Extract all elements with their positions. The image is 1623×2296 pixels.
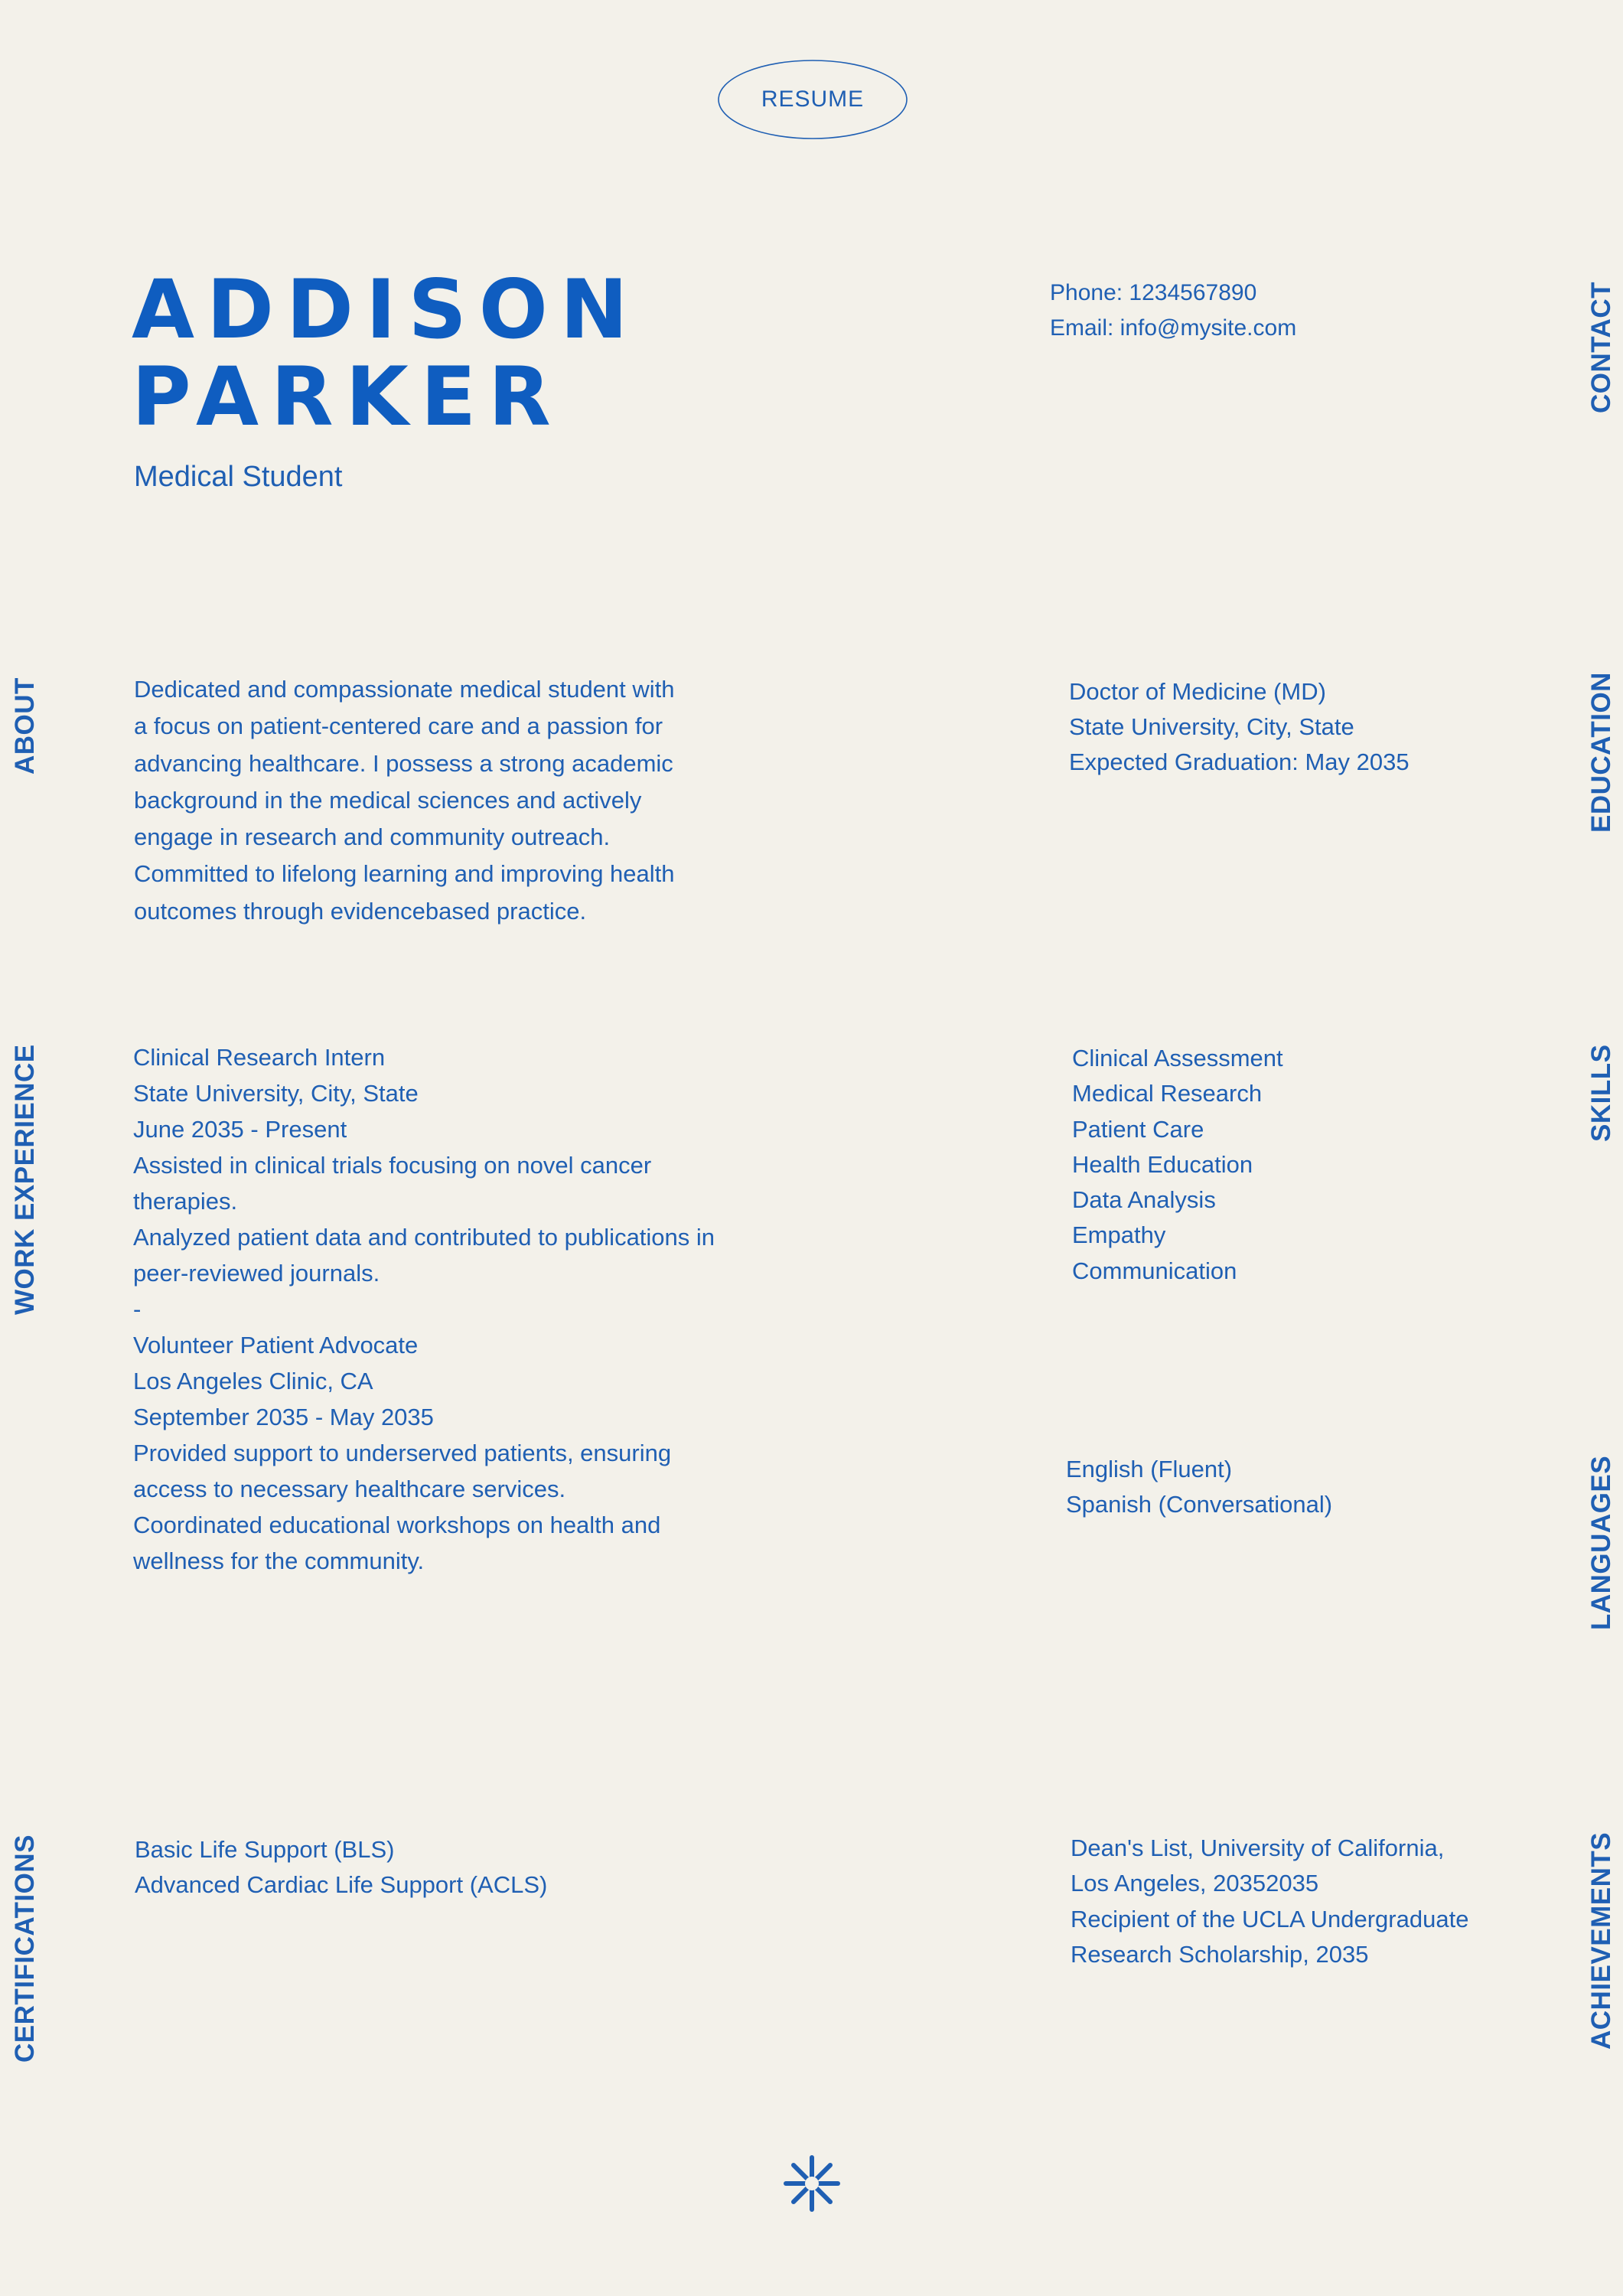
skill-item: Communication — [1072, 1257, 1237, 1284]
name-heading — [132, 263, 640, 444]
certifications-section — [135, 1832, 547, 1903]
work-experience-section — [133, 1039, 715, 1579]
phone-text: Phone: 1234567890 — [1050, 280, 1257, 305]
work-line: Los Angeles Clinic, CA — [133, 1368, 373, 1394]
certifications-heading: CERTIFICATIONS — [10, 1834, 40, 2063]
education-line: Doctor of Medicine (MD) — [1069, 678, 1326, 705]
work-line: State University, City, State — [133, 1080, 419, 1107]
work-line: Coordinated educational workshops on health and — [133, 1512, 661, 1538]
language-item: Spanish (Conversational) — [1066, 1491, 1333, 1518]
about-section — [134, 671, 675, 930]
about-heading: ABOUT — [10, 677, 40, 775]
about-line: engage in research and community outreach. — [134, 823, 611, 851]
achievements-section — [1071, 1831, 1468, 1972]
work-line: September 2035 - May 2035 — [133, 1404, 434, 1430]
about-line: Dedicated and compassionate medical student with — [134, 676, 675, 703]
work-line: Analyzed patient data and contributed to publications in — [133, 1224, 715, 1251]
languages-heading: LANGUAGES — [1586, 1455, 1616, 1630]
certification-item: Basic Life Support (BLS) — [135, 1836, 395, 1863]
achievement-line: Research Scholarship, 2035 — [1071, 1940, 1369, 1968]
skill-item: Data Analysis — [1072, 1186, 1216, 1214]
education-section — [1069, 674, 1410, 780]
work-line: Provided support to underserved patients, ensuring — [133, 1440, 672, 1466]
achievement-line: Los Angeles, 20352035 — [1071, 1870, 1319, 1897]
education-heading: EDUCATION — [1586, 672, 1616, 833]
achievement-line: Dean's List, University of California, — [1071, 1835, 1445, 1861]
about-line: advancing healthcare. I possess a strong academic — [134, 749, 673, 777]
resume-badge — [717, 59, 908, 140]
work-experience-heading: WORK EXPERIENCE — [10, 1044, 40, 1315]
skill-item: Empathy — [1072, 1221, 1166, 1249]
about-line: background in the medical sciences and actively — [134, 786, 642, 814]
contact-block — [1050, 276, 1296, 346]
achievements-heading: ACHIEVEMENTS — [1586, 1831, 1616, 2050]
work-separator: - — [133, 1296, 142, 1322]
work-line: therapies. — [133, 1188, 238, 1215]
achievement-line: Recipient of the UCLA Undergraduate — [1071, 1905, 1469, 1932]
certification-item: Advanced Cardiac Life Support (ACLS) — [135, 1871, 548, 1898]
skill-item: Medical Research — [1072, 1080, 1263, 1107]
work-line: peer-reviewed journals. — [133, 1260, 380, 1287]
about-line: a focus on patient-centered care and a passion for — [134, 713, 663, 740]
skills-heading: SKILLS — [1586, 1044, 1616, 1142]
work-line: June 2035 - Present — [133, 1116, 347, 1143]
education-line: Expected Graduation: May 2035 — [1069, 748, 1410, 775]
skill-item: Health Education — [1072, 1150, 1253, 1178]
work-line: wellness for the community. — [133, 1548, 425, 1574]
resume-label: RESUME — [761, 86, 865, 112]
language-item: English (Fluent) — [1066, 1456, 1233, 1482]
role-title: Medical Student — [134, 461, 343, 493]
skill-item: Patient Care — [1072, 1115, 1204, 1143]
skills-section — [1072, 1041, 1283, 1289]
skill-item: Clinical Assessment — [1072, 1045, 1283, 1071]
first-name: ADDISON — [132, 263, 640, 357]
work-line: Assisted in clinical trials focusing on novel cancer — [133, 1152, 652, 1179]
work-line: Volunteer Patient Advocate — [133, 1332, 419, 1358]
work-line: Clinical Research Intern — [133, 1044, 386, 1071]
about-line: outcomes through evidencebased practice. — [134, 897, 587, 925]
asterisk-icon — [783, 2154, 841, 2213]
education-line: State University, City, State — [1069, 713, 1354, 740]
work-line: access to necessary healthcare services. — [133, 1476, 566, 1502]
last-name: PARKER — [132, 350, 563, 444]
languages-section — [1066, 1452, 1332, 1522]
about-line: Committed to lifelong learning and improving health — [134, 860, 675, 888]
contact-heading: CONTACT — [1586, 282, 1616, 413]
email-text: Email: info@mysite.com — [1050, 315, 1297, 341]
